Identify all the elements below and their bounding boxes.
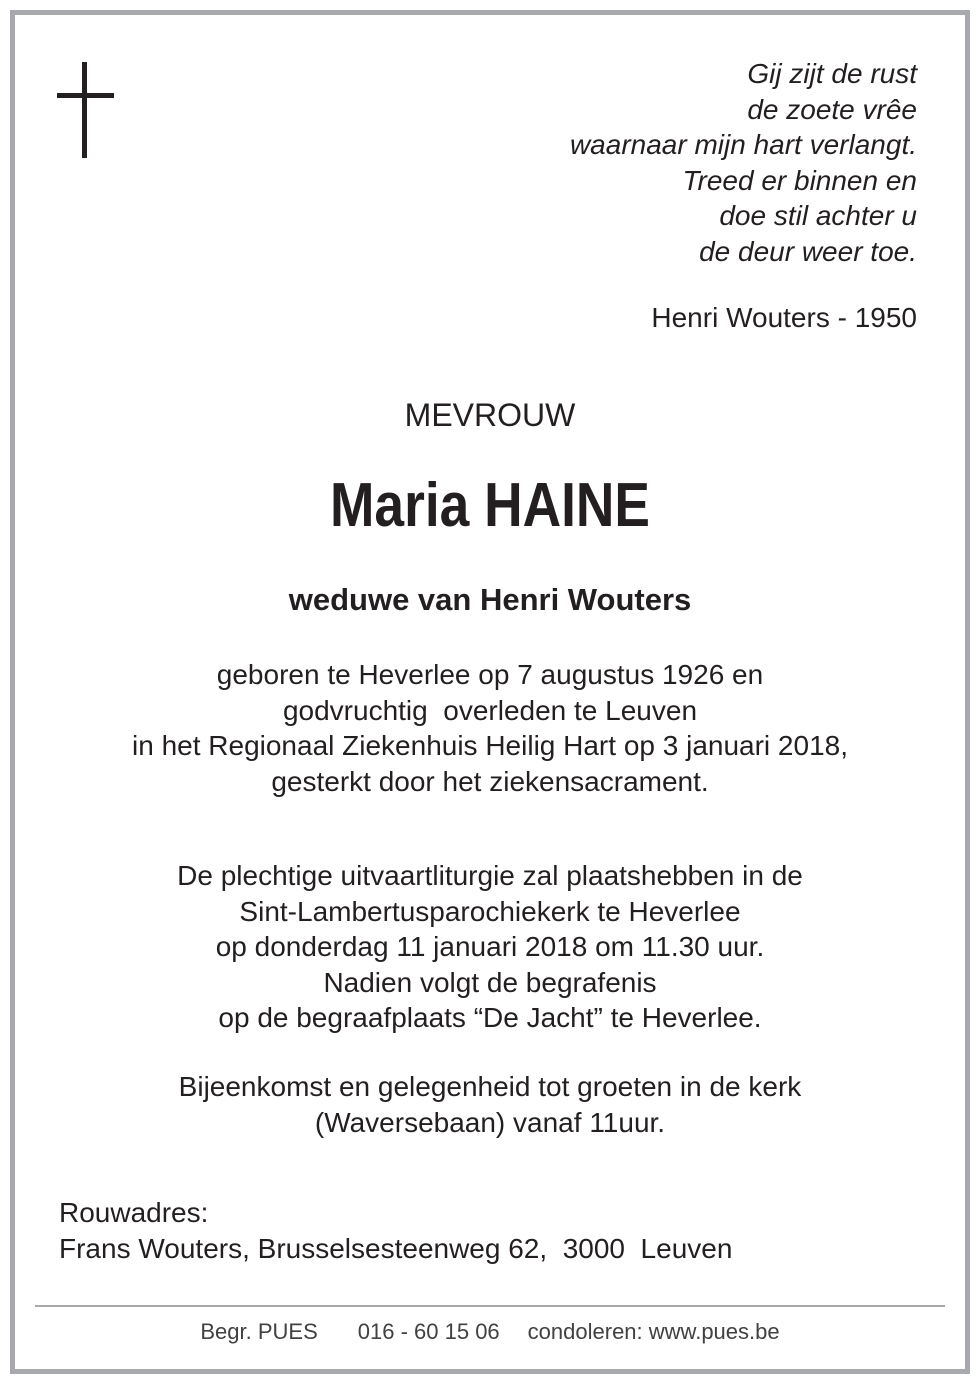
text-line: Nadien volgt de begrafenis	[323, 966, 657, 998]
funeral-block	[0, 858, 980, 1036]
poem-line: doe stil achter u	[719, 200, 917, 231]
condolence-link[interactable]: condoleren: www.pues.be	[527, 1319, 780, 1344]
text-line: op donderdag 11 januari 2018 om 11.30 uur.	[215, 931, 765, 962]
text-line: Bijeenkomst en gelegenheid tot groeten in de kerk	[178, 1071, 802, 1102]
poem-line: de deur weer toe.	[699, 235, 917, 267]
poem-line: Treed er binnen en	[682, 164, 917, 196]
deceased-relation: weduwe van Henri Wouters	[288, 582, 692, 617]
poem-author: Henri Wouters - 1950	[651, 302, 917, 333]
poem-line: de zoete vrêe	[747, 93, 917, 125]
text-line: gesterkt door het ziekensacrament.	[271, 765, 709, 797]
cross-icon	[57, 62, 114, 158]
mourning-address	[59, 1195, 732, 1266]
poem-line: waarnaar mijn hart verlangt.	[569, 129, 917, 160]
footer-divider	[35, 1305, 945, 1307]
text-line: geboren te Heverlee op 7 augustus 1926 en	[216, 659, 764, 690]
text-line: (Waversebaan) vanaf 11uur.	[314, 1106, 666, 1138]
text-line: godvruchtig overleden te Leuven	[282, 694, 698, 726]
gathering-block	[0, 1069, 980, 1140]
deceased-title: MEVROUW	[404, 397, 576, 433]
undertaker-phone: 016 - 60 15 06	[357, 1319, 500, 1344]
text-line: op de begraafplaats “De Jacht” te Heverlee.	[218, 1002, 762, 1033]
deceased-name: Maria HAINE	[329, 471, 651, 540]
text-line: Sint-Lambertusparochiekerk te Heverlee	[239, 895, 741, 927]
birth-death-block	[0, 657, 980, 799]
address-label: Rouwadres:	[59, 1197, 209, 1228]
text-line: in het Regionaal Ziekenhuis Heilig Hart op 3 januari 2018,	[132, 730, 848, 761]
address-value: Frans Wouters, Brusselsesteenweg 62, 3000 Leuven	[59, 1232, 733, 1264]
poem-line: Gij zijt de rust	[747, 58, 917, 89]
undertaker-name: Begr. PUES	[200, 1319, 318, 1344]
poem	[570, 56, 917, 269]
footer	[0, 1317, 980, 1347]
text-line: De plechtige uitvaartliturgie zal plaatshebben in de	[177, 860, 803, 891]
